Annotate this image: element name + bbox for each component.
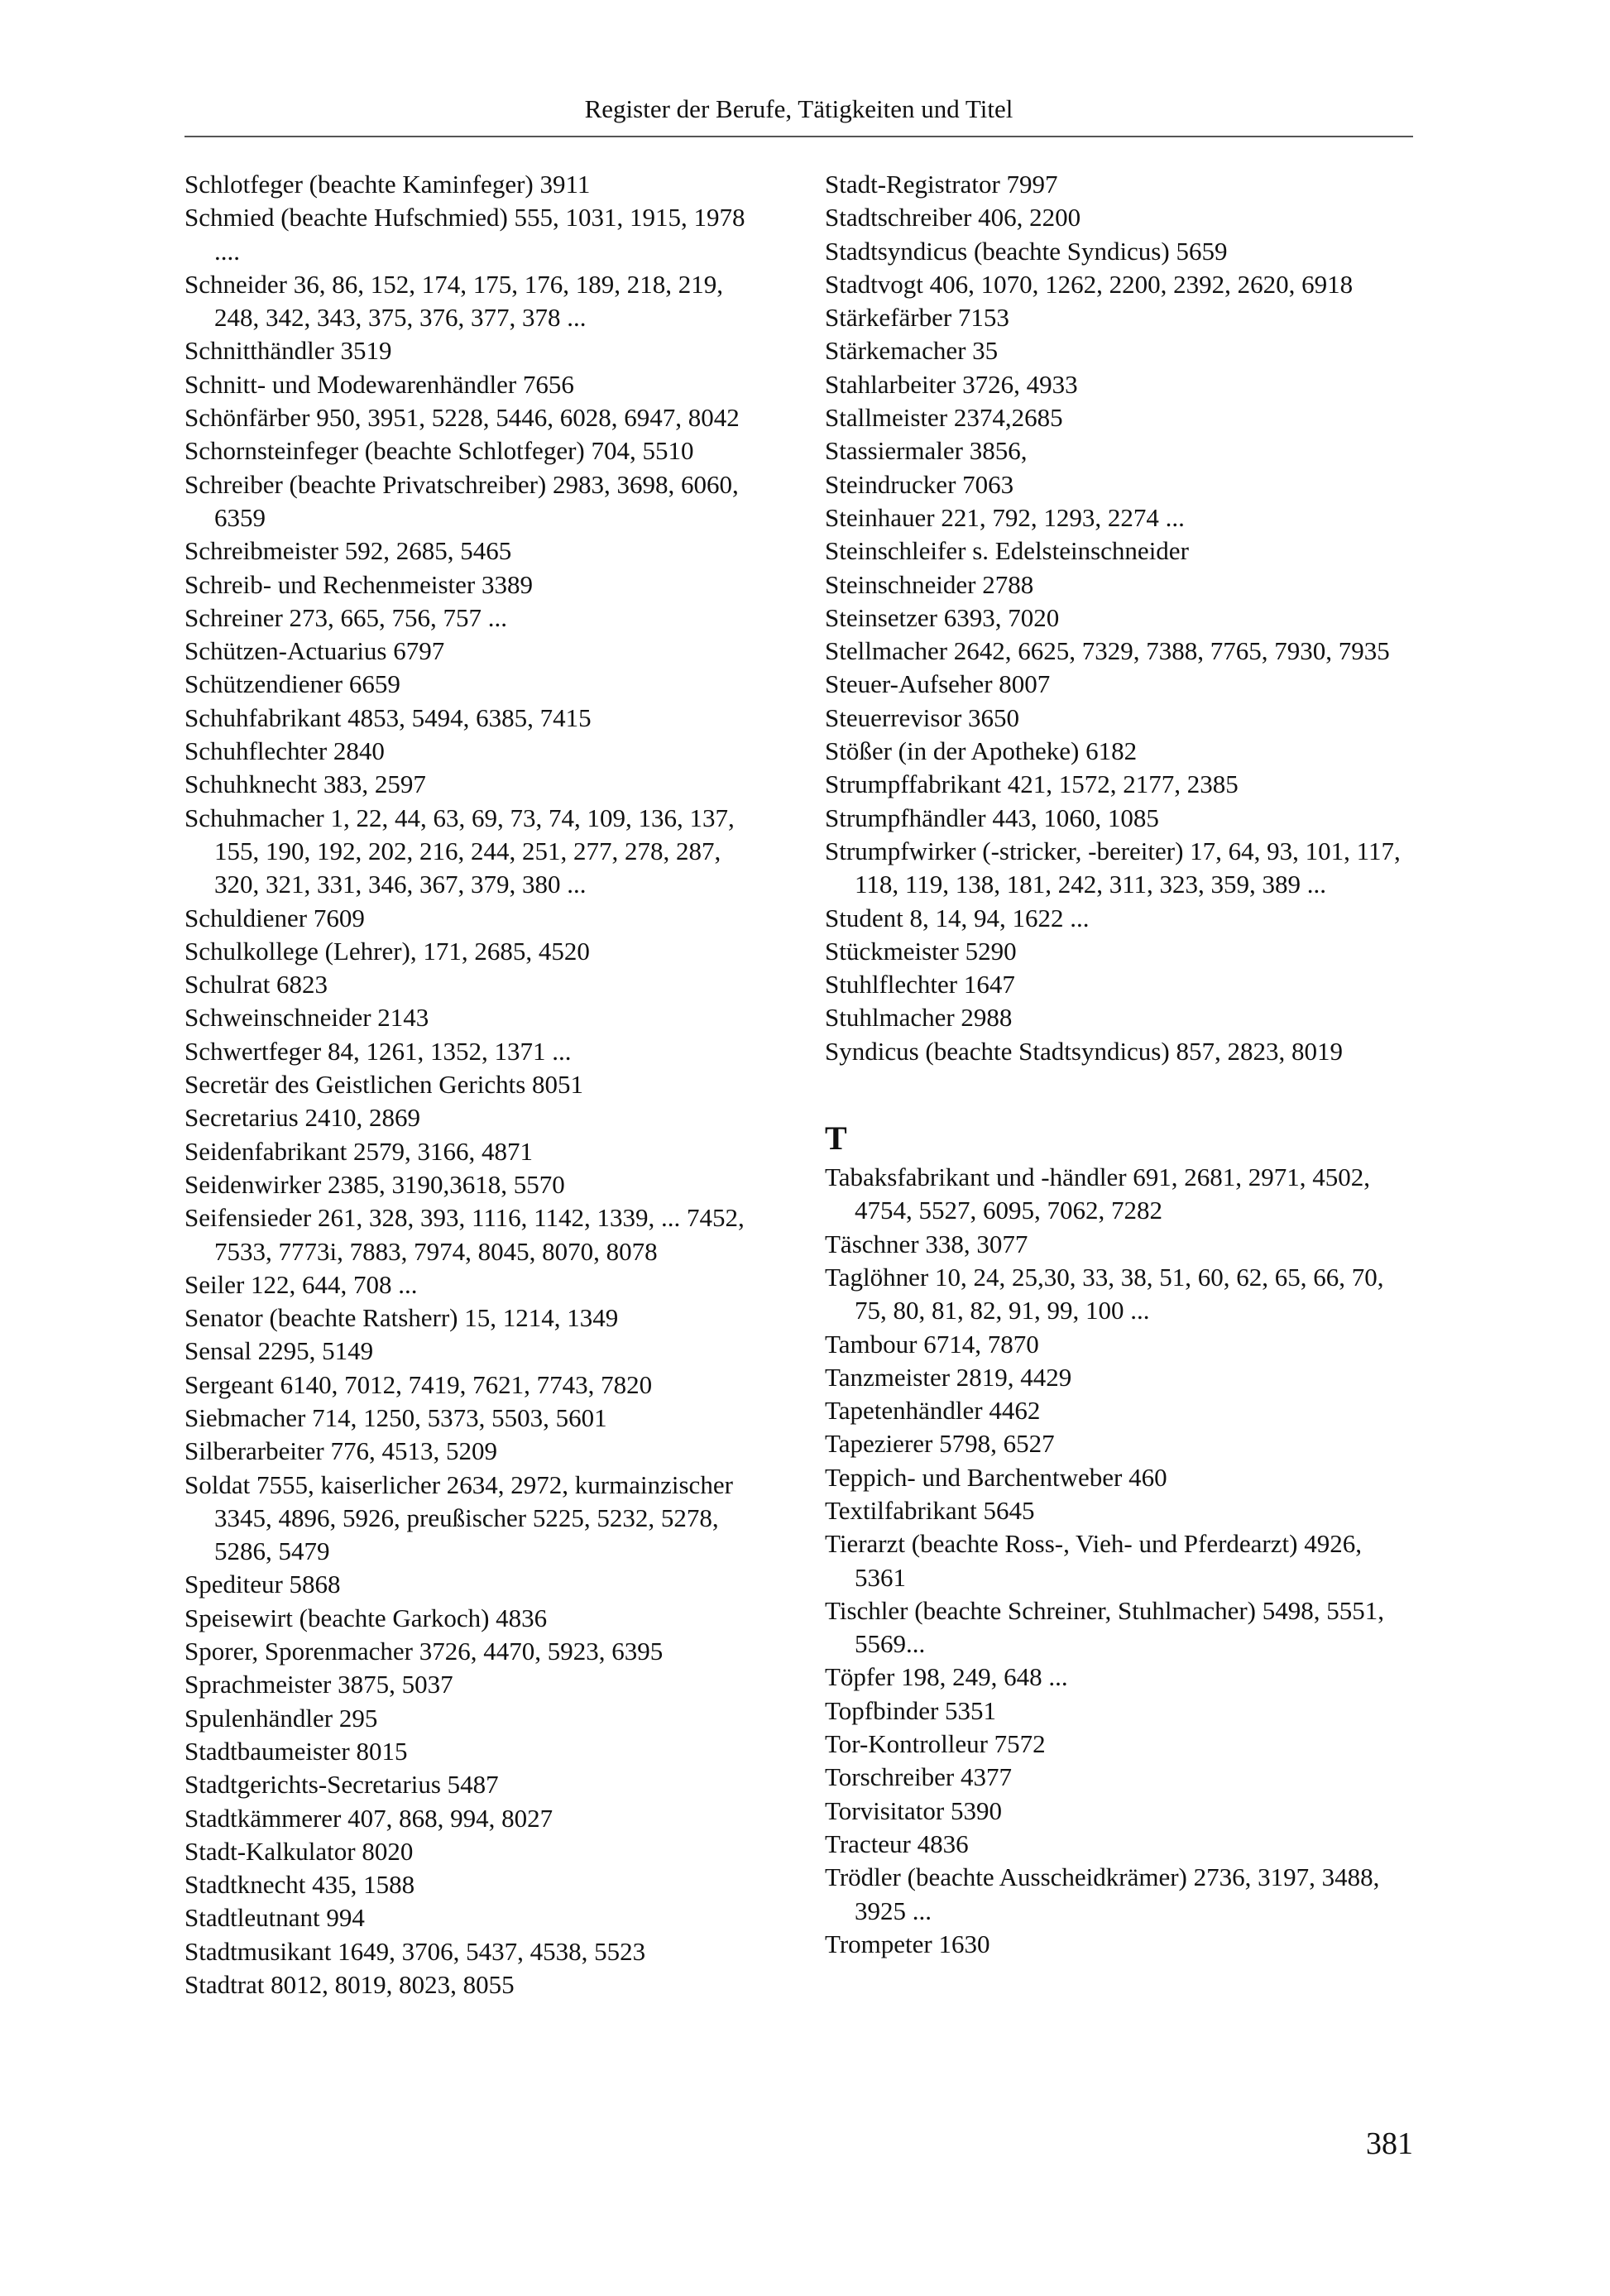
index-entry: Seifensieder 261, 328, 393, 1116, 1142, 1339, ... 7452, 7533, 7773i, 7883, 7974, 8045, 8070, 8078: [184, 1203, 745, 1266]
index-entry: Tapetenhändler 4462: [825, 1396, 1041, 1426]
index-entry: Tabaksfabrikant und -händler 691, 2681, 2971, 4502, 4754, 5527, 6095, 7062, 7282: [825, 1162, 1371, 1225]
index-entry: Schulrat 6823: [184, 970, 328, 999]
index-entry: Senator (beachte Ratsherr) 15, 1214, 1349: [184, 1303, 619, 1333]
index-entry: Tanzmeister 2819, 4429: [825, 1362, 1072, 1392]
index-entry: Topfbinder 5351: [825, 1695, 997, 1725]
index-entry: Schützen-Actuarius 6797: [184, 636, 445, 666]
index-entry: Stahlarbeiter 3726, 4933: [825, 369, 1078, 399]
index-entry: Siebmacher 714, 1250, 5373, 5503, 5601: [184, 1402, 607, 1432]
index-entry: Schuhknecht 383, 2597: [184, 769, 426, 799]
index-entry: Steinschneider 2788: [825, 569, 1034, 599]
index-entry: Spulenhändler 295: [184, 1703, 378, 1733]
index-entry: Trompeter 1630: [825, 1929, 990, 1958]
index-entry: Stadtsyndicus (beachte Syndicus) 5659: [825, 236, 1228, 266]
index-entry: Schwertfeger 84, 1261, 1352, 1371 ...: [184, 1036, 572, 1066]
index-entry: Schornsteinfeger (beachte Schlotfeger) 704, 5510: [184, 436, 694, 466]
index-entry: Torvisitator 5390: [825, 1795, 1002, 1825]
index-entry: Stückmeister 5290: [825, 936, 1017, 966]
index-entry: Schreiber (beachte Privatschreiber) 2983, 3698, 6060, 6359: [184, 469, 739, 532]
index-entry: Spediteur 5868: [184, 1570, 341, 1599]
index-entry: Stößer (in der Apotheke) 6182: [825, 736, 1138, 766]
index-entry: Schweinschneider 2143: [184, 1003, 429, 1033]
index-entry: Torschreiber 4377: [825, 1762, 1012, 1792]
index-entry: Speisewirt (beachte Garkoch) 4836: [184, 1603, 548, 1632]
index-entry: Strumpfwirker (-stricker, -bereiter) 17, 64, 93, 101, 117, 118, 119, 138, 181, 242, 311, 323, 359, 389 ...: [825, 836, 1401, 899]
index-entry: Strumpfhändler 443, 1060, 1085: [825, 803, 1159, 832]
index-entry: Schmied (beachte Hufschmied) 555, 1031, 1915, 1978 ....: [184, 203, 745, 266]
index-entry: Schreiner 273, 665, 756, 757 ...: [184, 602, 508, 632]
index-entry: Schützendiener 6659: [184, 669, 400, 699]
index-entry: Schuhmacher 1, 22, 44, 63, 69, 73, 74, 109, 136, 137, 155, 190, 192, 202, 216, 244, 251, 277, 278, 287, 320, 321, 331, 346, 367, 379, 380 ...: [184, 803, 735, 899]
index-entry: Schnitt- und Modewarenhändler 7656: [184, 369, 574, 399]
index-entry: Sensal 2295, 5149: [184, 1336, 374, 1366]
index-entry: Stärkemacher 35: [825, 336, 999, 366]
index-entry: Schnitthändler 3519: [184, 336, 392, 366]
index-entry: Stadtknecht 435, 1588: [184, 1870, 415, 1900]
index-entry: Schuldiener 7609: [184, 903, 365, 932]
index-entry: Tischler (beachte Schreiner, Stuhlmacher) 5498, 5551, 5569...: [825, 1595, 1384, 1659]
index-entry: Textilfabrikant 5645: [825, 1495, 1035, 1525]
index-entry: Sprachmeister 3875, 5037: [184, 1670, 453, 1699]
index-entry: Sergeant 6140, 7012, 7419, 7621, 7743, 7820: [184, 1369, 653, 1399]
index-entry: Trödler (beachte Ausscheidkrämer) 2736, 3197, 3488, 3925 ...: [825, 1862, 1380, 1925]
index-entry: Stadt-Registrator 7997: [825, 170, 1058, 199]
index-entry: Tierarzt (beachte Ross-, Vieh- und Pferdearzt) 4926, 5361: [825, 1529, 1362, 1592]
index-entry: Stärkefärber 7153: [825, 303, 1009, 333]
index-entry: Stadtleutnant 994: [184, 1903, 365, 1933]
index-entry: Schulkollege (Lehrer), 171, 2685, 4520: [184, 936, 590, 966]
index-entry: Schuhflechter 2840: [184, 736, 385, 766]
index-entry: Stadtmusikant 1649, 3706, 5437, 4538, 5523: [184, 1936, 646, 1966]
index-entry: Täschner 338, 3077: [825, 1229, 1028, 1258]
index-entry: Schreibmeister 592, 2685, 5465: [184, 536, 512, 566]
index-entry: Stellmacher 2642, 6625, 7329, 7388, 7765, 7930, 7935: [825, 636, 1390, 666]
index-entry: Steinsetzer 6393, 7020: [825, 602, 1060, 632]
index-entry: Soldat 7555, kaiserlicher 2634, 2972, kurmainzischer 3345, 4896, 5926, preußischer 5225, 5232, 5278, 5286, 5479: [184, 1469, 733, 1566]
index-entry: Stadtschreiber 406, 2200: [825, 203, 1081, 232]
index-entry: Stadtgerichts-Secretarius 5487: [184, 1770, 499, 1800]
index-entry: Schneider 36, 86, 152, 174, 175, 176, 189, 218, 219, 248, 342, 343, 375, 376, 377, 378 ...: [184, 269, 723, 333]
index-entry: Steindrucker 7063: [825, 469, 1014, 499]
running-header: Register der Berufe, Tätigkeiten und Titel: [584, 94, 1013, 123]
section-heading-t: T: [825, 1119, 847, 1158]
right-column: [825, 168, 1413, 1961]
index-entry: Töpfer 198, 249, 648 ...: [825, 1662, 1068, 1692]
header-rule: [184, 136, 1413, 137]
index-entry: Secretär des Geistlichen Gerichts 8051: [184, 1070, 584, 1100]
index-entry: Stuhlflechter 1647: [825, 970, 1015, 999]
index-entry: Stassiermaler 3856,: [825, 436, 1028, 466]
index-entry: Silberarbeiter 776, 4513, 5209: [184, 1436, 497, 1466]
index-entry: Student 8, 14, 94, 1622 ...: [825, 903, 1090, 932]
index-entry: Strumpffabrikant 421, 1572, 2177, 2385: [825, 769, 1239, 799]
index-entry: Seidenwirker 2385, 3190,3618, 5570: [184, 1169, 565, 1199]
index-entry: Schuhfabrikant 4853, 5494, 6385, 7415: [184, 702, 592, 732]
index-entry: Steuerrevisor 3650: [825, 702, 1020, 732]
index-entry: Tapezierer 5798, 6527: [825, 1429, 1055, 1459]
index-entry: Seidenfabrikant 2579, 3166, 4871: [184, 1136, 534, 1166]
index-entry: Sporer, Sporenmacher 3726, 4470, 5923, 6395: [184, 1637, 664, 1666]
page-number: 381: [1366, 2126, 1413, 2161]
index-entry: Tracteur 4836: [825, 1829, 969, 1858]
index-entry: Schönfärber 950, 3951, 5228, 5446, 6028, 6947, 8042: [184, 403, 740, 433]
index-entry: Schlotfeger (beachte Kaminfeger) 3911: [184, 170, 591, 199]
index-entry: Taglöhner 10, 24, 25,30, 33, 38, 51, 60, 62, 65, 66, 70, 75, 80, 81, 82, 91, 99, 100 ...: [825, 1262, 1384, 1325]
index-entry: Teppich- und Barchentweber 460: [825, 1462, 1167, 1492]
index-entry: Steinschleifer s. Edelsteinschneider: [825, 536, 1189, 566]
index-entry: Steuer-Aufseher 8007: [825, 669, 1051, 699]
index-entry: Tambour 6714, 7870: [825, 1329, 1039, 1359]
left-column: [184, 168, 764, 2001]
index-entry: Stadt-Kalkulator 8020: [184, 1836, 414, 1866]
index-entry: Seiler 122, 644, 708 ...: [184, 1269, 418, 1299]
index-entry: Stadtkämmerer 407, 868, 994, 8027: [184, 1803, 553, 1833]
index-entry: Tor-Kontrolleur 7572: [825, 1729, 1046, 1759]
index-entry: Stadtvogt 406, 1070, 1262, 2200, 2392, 2620, 6918: [825, 269, 1354, 299]
index-entry: Steinhauer 221, 792, 1293, 2274 ...: [825, 502, 1185, 532]
index-entry: Stuhlmacher 2988: [825, 1003, 1013, 1033]
index-entry: Stadtrat 8012, 8019, 8023, 8055: [184, 1970, 515, 2000]
index-entry: Secretarius 2410, 2869: [184, 1103, 420, 1133]
index-entry: Schreib- und Rechenmeister 3389: [184, 569, 533, 599]
index-entry: Stallmeister 2374,2685: [825, 403, 1063, 433]
index-entry: Syndicus (beachte Stadtsyndicus) 857, 2823, 8019: [825, 1036, 1343, 1066]
index-entry: Stadtbaumeister 8015: [184, 1736, 408, 1766]
